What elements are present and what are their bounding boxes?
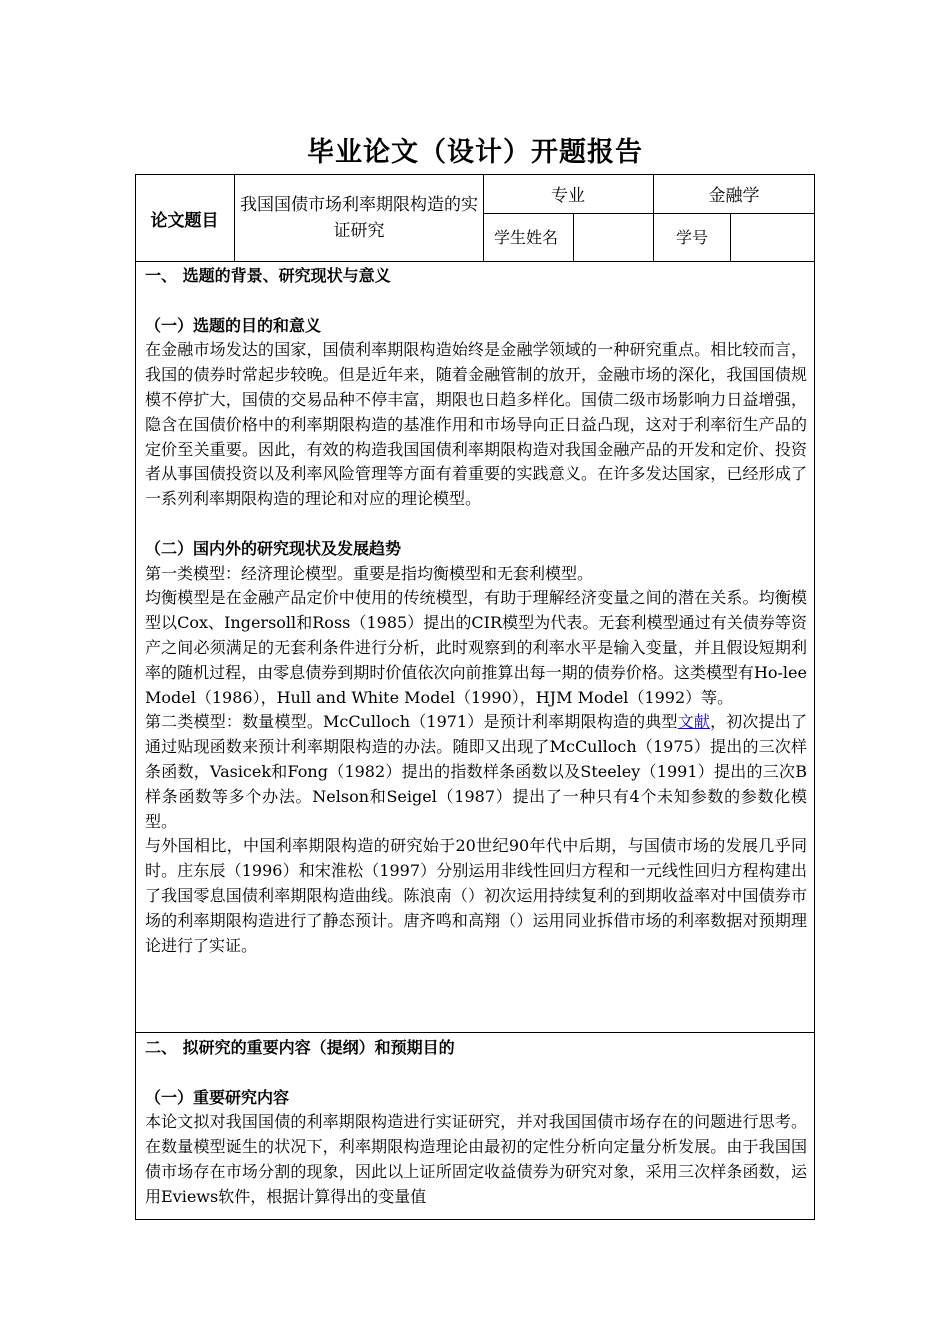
student-name-label: 学生姓名 — [494, 228, 559, 247]
section2-heading: 二、 拟研究的重要内容（提纲）和预期目的 — [145, 1038, 455, 1057]
section1-para2: 第一类模型：经济理论模型。重要是指均衡模型和无套利模型。 — [145, 563, 594, 583]
section1-para4 — [145, 710, 807, 834]
reference-link[interactable]: 文献 — [677, 712, 711, 732]
section1-sub1: （一）选题的目的和意义 — [145, 315, 322, 335]
section1-sub2: （二）国内外的研究现状及发展趋势 — [145, 538, 402, 558]
grid-line — [234, 174, 235, 262]
topic-label: 论文题目 — [150, 210, 219, 231]
section1-para3: 均衡模型是在金融产品定价中使用的传统模型，有助于理解经济变量之间的潜在关系。均衡模型以Cox、Ingersoll和Ross（1985）提出的CIR模型为代表。无套利模型通过有关债券等资产之间必须满足的无套利条件进行分析，此时观察到的利率水平是输入变量，并且假设短期利率的随机过程，由零息债券到期时价值依次向前推算出每一期的债券价格。这类模型有Ho-lee Model（1986），Hull and White Model（1990），HJM Model（1992）等。 — [145, 588, 807, 707]
major-label: 专业 — [551, 186, 585, 206]
grid-line — [730, 213, 731, 262]
section2-sub1: （一）重要研究内容 — [145, 1087, 290, 1107]
para4-text-pre: 第二类模型：数量模型。McCulloch（1971）是预计利率期限构造的典型 — [145, 712, 678, 732]
topic-value: 我国国债市场利率期限构造的实证研究 — [240, 195, 478, 241]
section-content — [145, 1036, 807, 1210]
student-id-label: 学号 — [676, 228, 709, 247]
para4-text-post: ，初次提出了通过贴现函数来预计利率期限构造的办法。随即又出现了McCulloch（1975）提出的三次样条函数，Vasicek和Fong（1982）提出的指数样条函数以及Steeley（1991）提出的三次B样条函数等多个办法。Nelson和Seigel（1987）提出了一种只有4个未知参数的参数化模型。 — [145, 712, 807, 831]
section1-heading: 一、 选题的背景、研究现状与意义 — [145, 266, 391, 285]
page-title: 毕业论文（设计）开题报告 — [307, 137, 643, 168]
grid-line — [135, 1032, 815, 1033]
section1-para1: 在金融市场发达的国家，国债利率期限构造始终是金融学领域的一种研究重点。相比较而言，我国的债券时常起步较晚。但是近年来，随着金融管制的放开，金融市场的深化，我国国债规模不停扩大，国债的交易品种不停丰富，期限也日趋多样化。国债二级市场影响力日益增强，隐含在国债价格中的利率期限构造的基准作用和市场导向正日益凸现，这对于利率衍生产品的定价至关重要。因此，有效的构造我国国债利率期限构造对我国金融产品的开发和定价、投资者从事国债投资以及利率风险管理等方面有着重要的实践意义。在许多发达国家，已经形成了一系列利率期限构造的理论和对应的理论模型。 — [145, 340, 807, 509]
student-id-value — [736, 213, 815, 262]
major-value: 金融学 — [708, 186, 760, 206]
section-background — [145, 264, 807, 958]
grid-line — [573, 213, 574, 262]
section2-para1: 本论文拟对我国国债的利率期限构造进行实证研究，并对我国国债市场存在的问题进行思考。在数量模型诞生的状况下，利率期限构造理论由最初的定性分析向定量分析发展。由于我国国债市场存在市场分割的现象，因此以上证所固定收益债券为研究对象，采用三次样条函数，运用Eviews软件，根据计算得出的变量值 — [145, 1112, 807, 1206]
section1-para5: 与外国相比，中国利率期限构造的研究始于20世纪90年代中后期，与国债市场的发展几乎同时。庄东辰（1996）和宋淮松（1997）分别运用非线性回归方程和一元线性回归方程构建出了我国零息国债利率期限构造曲线。陈浪南（）初次运用持续复利的到期收益率对中国债券市场的利率期限构造进行了静态预计。唐齐鸣和高翔（）运用同业拆借市场的利率数据对预期理论进行了实证。 — [145, 836, 807, 955]
student-name-value — [580, 213, 653, 262]
